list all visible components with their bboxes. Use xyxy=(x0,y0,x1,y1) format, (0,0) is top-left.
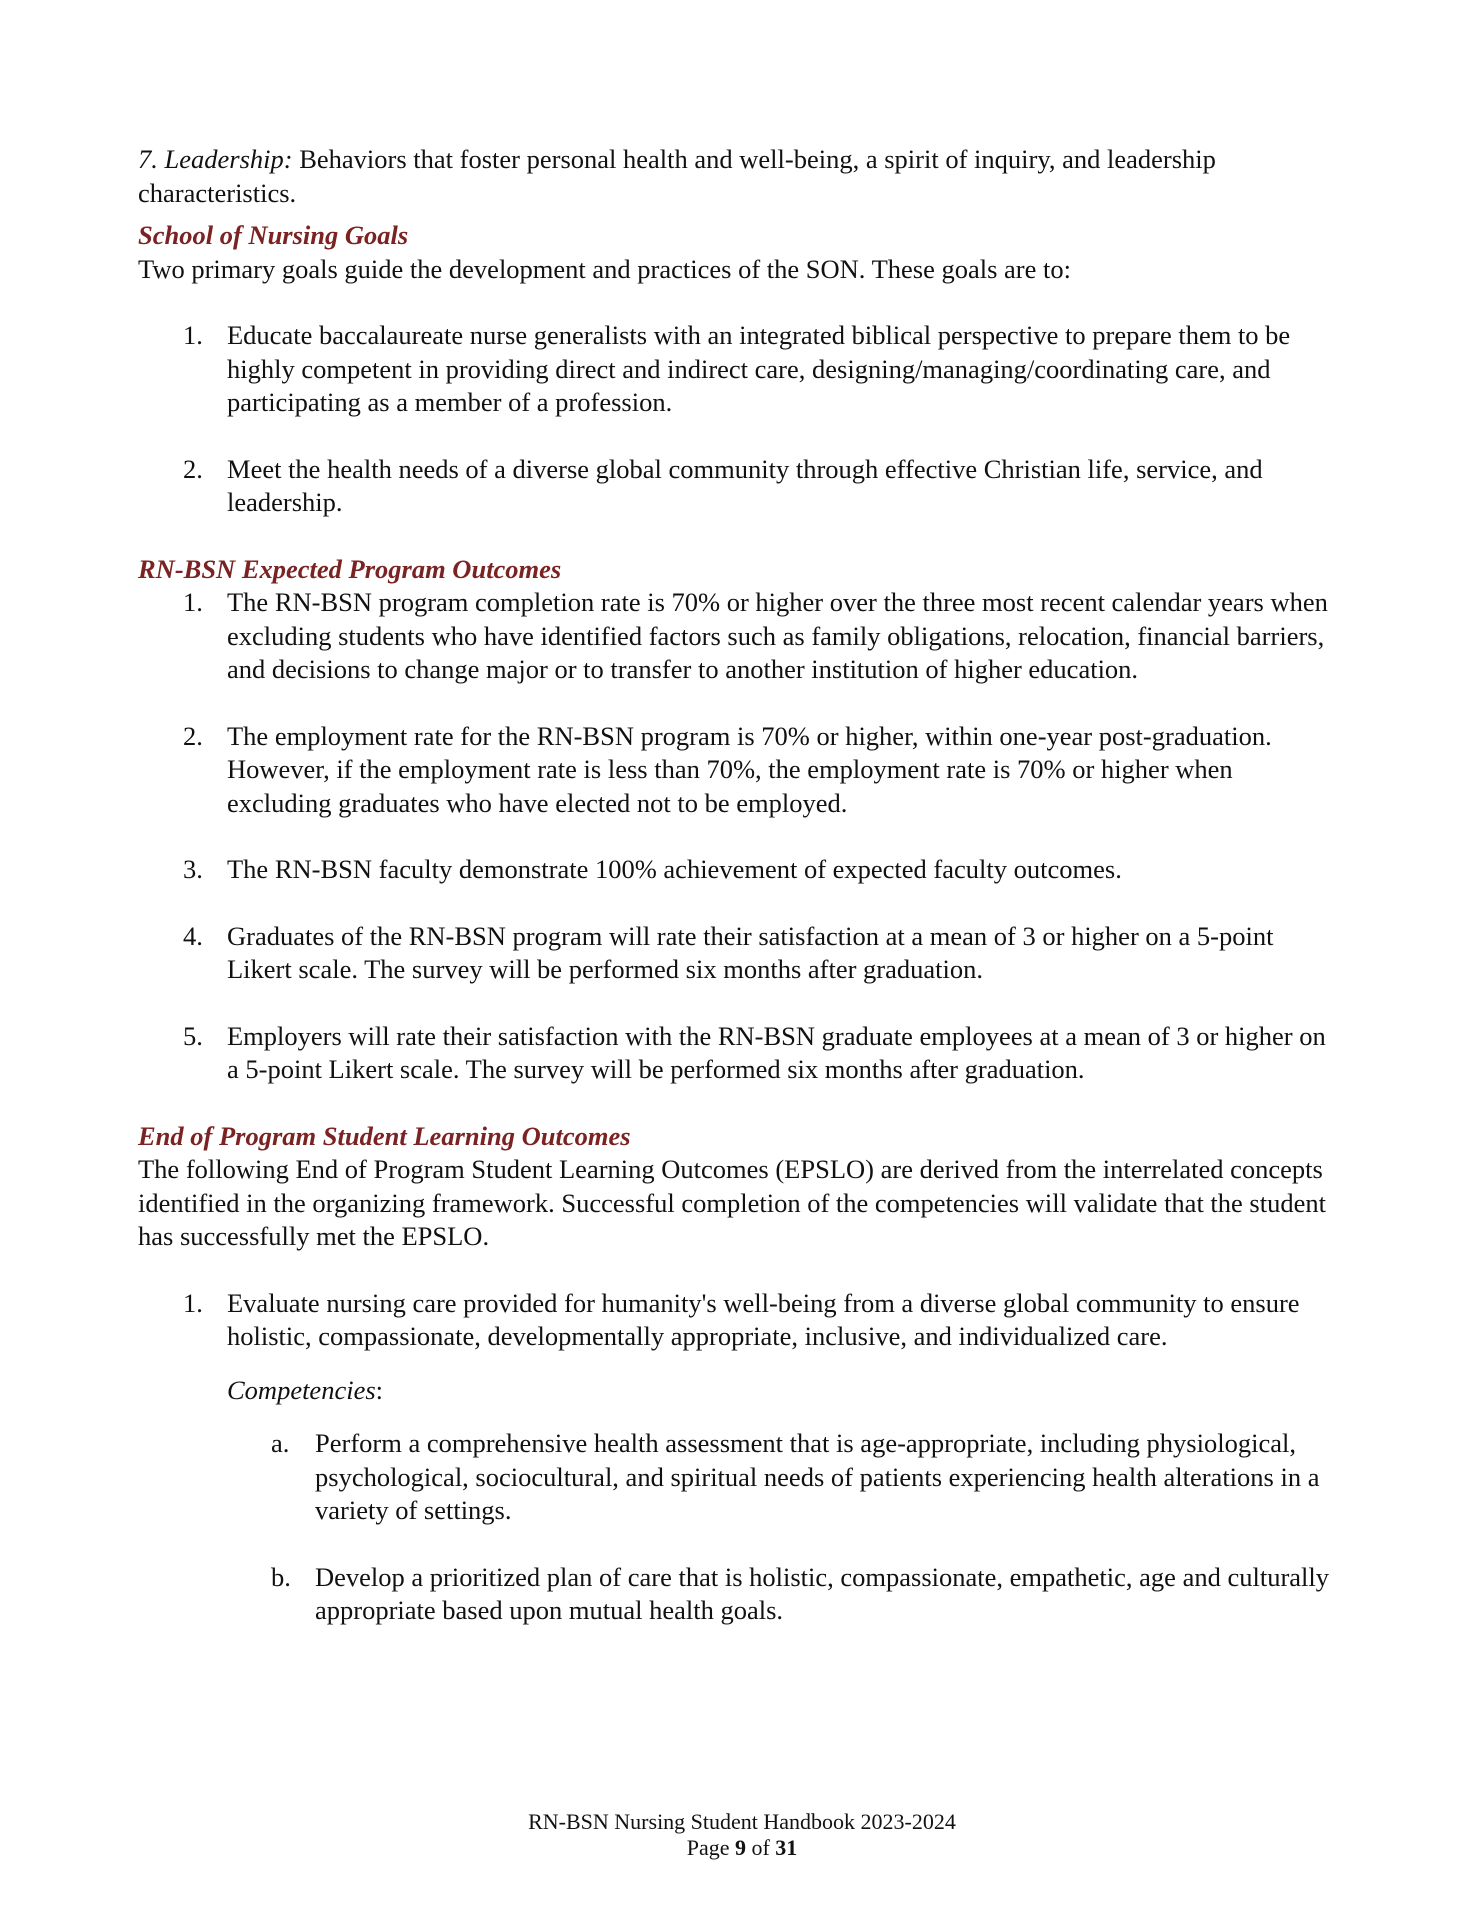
competencies-list xyxy=(138,1427,1338,1628)
outcomes-list-item xyxy=(138,853,1338,887)
footer-current-page: 9 xyxy=(734,1835,746,1860)
competency-letter: b. xyxy=(271,1561,291,1592)
outcomes-item-text: The RN-BSN faculty demonstrate 100% achievement of expected faculty outcomes. xyxy=(227,854,1122,884)
goals-list-item xyxy=(138,453,1338,520)
competency-item xyxy=(138,1561,1338,1628)
outcomes-list-item xyxy=(138,720,1338,821)
footer-page-word: Page xyxy=(686,1835,735,1860)
goals-item-text: Meet the health needs of a diverse global community through effective Christian life, service, and leadership. xyxy=(227,453,1263,517)
competency-letter: a. xyxy=(271,1428,290,1458)
outcomes-item-number: 3. xyxy=(183,854,203,884)
epslo-heading: End of Program Student Learning Outcomes xyxy=(138,1120,631,1151)
competency-item xyxy=(138,1427,1338,1528)
outcomes-list-item xyxy=(138,586,1338,687)
epslo-intro: The following End of Program Student Learning Outcomes (EPSLO) are derived from the interrelated concepts identified in the organizing framework. Successful completion of the competencies will validate that the student has successfully met the EPSLO. xyxy=(138,1154,1326,1251)
outcomes-item-number: 4. xyxy=(183,920,203,951)
footer-of-word: of xyxy=(745,1835,776,1860)
epslo-item-number: 1. xyxy=(183,1287,203,1318)
goals-list-item xyxy=(138,319,1338,420)
goals-intro: Two primary goals guide the development and practices of the SON. These goals are to: xyxy=(138,253,1071,284)
outcomes-item-text: Employers will rate their satisfaction with the RN-BSN graduate employees at a mean of 3 or higher on a 5-point Likert scale. The survey will be performed six months after graduation. xyxy=(227,1020,1326,1084)
goals-item-text: Educate baccalaureate nurse generalists with an integrated biblical perspective to prepare them to be highly competent in providing direct and indirect care, designing/managing/coordinating care, and participating as a member of a profession. xyxy=(227,320,1291,417)
outcomes-item-number: 2. xyxy=(183,720,203,751)
footer-title: RN-BSN Nursing Student Handbook 2023-2024 xyxy=(528,1809,956,1834)
footer-page-number xyxy=(0,1835,1484,1861)
epslo-list-item xyxy=(138,1287,1338,1354)
leadership-text: Behaviors that foster personal health and well-being, a spirit of inquiry, and leadership characteristics. xyxy=(138,144,1216,208)
epslo-list xyxy=(138,1287,1338,1354)
goals-heading: School of Nursing Goals xyxy=(138,220,409,250)
outcomes-list xyxy=(138,586,1338,1087)
competencies-label xyxy=(138,1374,1338,1408)
competency-text: Perform a comprehensive health assessment that is age-appropriate, including physiological, psychological, sociocultural, and spiritual needs of patients experiencing health alterations in a variety of settings. xyxy=(315,1428,1320,1525)
epslo-item-text: Evaluate nursing care provided for humanity's well-being from a diverse global community to ensure holistic, compassionate, developmentally appropriate, inclusive, and individualized care. xyxy=(227,1287,1300,1351)
document-page xyxy=(138,143,1338,1628)
leadership-paragraph xyxy=(138,143,1338,210)
outcomes-item-text: The RN-BSN program completion rate is 70% or higher over the three most recent calendar years when excluding students who have identified factors such as family obligations, relocation, financial barriers, and decisions to change major or to transfer to another institution of higher education. xyxy=(227,587,1328,684)
outcomes-item-number: 5. xyxy=(183,1020,203,1051)
competencies-label-text: Competencies xyxy=(227,1374,376,1405)
outcomes-heading: RN-BSN Expected Program Outcomes xyxy=(138,553,562,584)
competencies-colon: : xyxy=(375,1374,384,1405)
competency-text: Develop a prioritized plan of care that is holistic, compassionate, empathetic, age and culturally appropriate based upon mutual health goals. xyxy=(315,1561,1330,1625)
outcomes-item-number: 1. xyxy=(183,587,203,617)
footer-total-pages: 31 xyxy=(775,1835,798,1860)
outcomes-item-text: Graduates of the RN-BSN program will rate their satisfaction at a mean of 3 or higher on a 5-point Likert scale. The survey will be performed six months after graduation. xyxy=(227,920,1274,984)
outcomes-item-text: The employment rate for the RN-BSN program is 70% or higher, within one-year post-graduation. However, if the employment rate is less than 70%, the employment rate is 70% or higher when excluding graduates who have elected not to be employed. xyxy=(227,720,1272,818)
outcomes-list-item xyxy=(138,920,1338,987)
outcomes-list-item xyxy=(138,1020,1338,1087)
goals-item-number: 2. xyxy=(183,453,203,484)
goals-list xyxy=(138,319,1338,520)
leadership-label: 7. Leadership: xyxy=(138,144,293,174)
goals-item-number: 1. xyxy=(183,320,203,350)
page-footer xyxy=(0,1809,1484,1861)
